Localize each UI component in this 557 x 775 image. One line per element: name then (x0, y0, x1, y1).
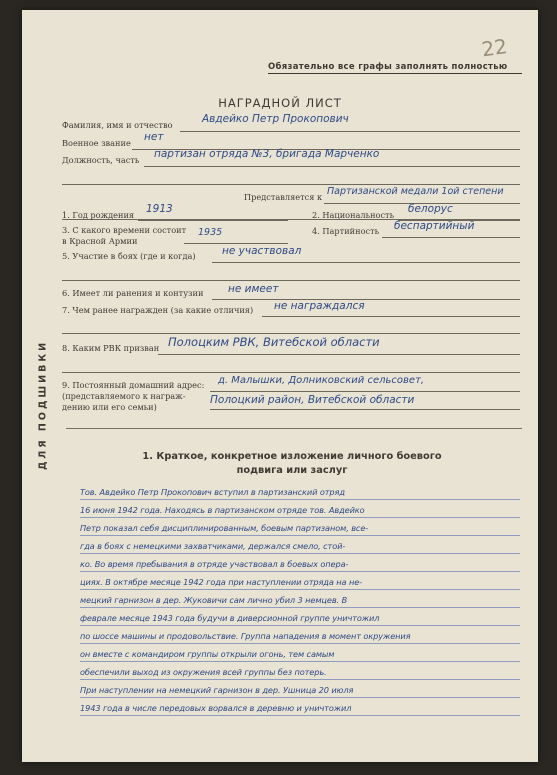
service-value: 1935 (198, 227, 223, 238)
birth-line (138, 220, 288, 221)
awards-value: не награждался (274, 300, 365, 312)
address-label-3: дению или его семьи) (62, 402, 157, 412)
award-sheet (22, 10, 538, 762)
blank-line (62, 372, 520, 373)
section-divider (66, 428, 522, 429)
narrative-line: 1943 года в числе передовых ворвался в деревню и уничтожил (80, 697, 520, 716)
name-line (180, 131, 520, 132)
position-label: Должность, часть (62, 155, 140, 165)
address-label-2: (представляемого к награж- (62, 391, 186, 401)
rank-value: нет (144, 131, 164, 143)
narrative-line: 16 июня 1942 года. Находясь в партизанском отряде тов. Авдейко (80, 499, 520, 518)
wounds-value: не имеет (228, 283, 279, 295)
blank-line (62, 333, 520, 334)
rank-label: Военное звание (62, 138, 131, 148)
narrative-line: Тов. Авдейко Петр Прокопович вступил в партизанский отряд (80, 481, 520, 500)
rvk-line (158, 354, 520, 355)
narrative-line: ко. Во время пребывания в отряде участвовал в боевых опера- (80, 553, 520, 572)
awards-label: 7. Чем ранее награжден (за какие отличия) (62, 305, 254, 315)
birth-label: 1. Год рождения (62, 210, 135, 220)
narrative-line: При наступлении на немецкий гарнизон в дер. Ушница 20 июля (80, 679, 520, 698)
name-value: Авдейко Петр Прокопович (202, 113, 349, 125)
service-label-2: в Красной Армии (62, 236, 138, 246)
battles-line (212, 262, 520, 263)
section-title (82, 450, 502, 478)
side-label: ДЛЯ ПОДШИВКИ (37, 339, 49, 471)
nominated-label: Представляется к (244, 192, 323, 202)
corner-mark: 22 (480, 34, 509, 62)
position-line (144, 166, 520, 167)
notice-text: Обязательно все графы заполнять полностью (268, 62, 522, 74)
address-value: д. Малышки, Долниковский сельсовет, (218, 375, 425, 386)
rvk-value: Полоцким РВК, Витебской области (168, 335, 380, 349)
section-title-line-2: подвига или заслуг (236, 465, 348, 477)
blank-line (62, 184, 520, 185)
address-label: 9. Постоянный домашний адрес: (62, 380, 205, 390)
birth-value: 1913 (146, 203, 173, 215)
address-value-2: Полоцкий район, Витебской области (210, 394, 415, 406)
nationality-value: белорус (408, 203, 453, 215)
narrative-line: феврале месяце 1943 года будучи в диверсионной группе уничтожил (80, 607, 520, 626)
page-title: НАГРАДНОЙ ЛИСТ (218, 96, 342, 110)
address-line-2 (210, 409, 520, 410)
narrative-line: циях. В октябре месяце 1942 года при наступлении отряда на не- (80, 571, 520, 590)
name-label: Фамилия, имя и отчество (62, 120, 173, 130)
rvk-label: 8. Каким РВК призван (62, 343, 160, 353)
narrative-line: обеспечили выход из окружения всей группы без потерь. (80, 661, 520, 680)
battles-value: не участвовал (222, 245, 302, 257)
service-line (184, 243, 288, 244)
wounds-line (212, 299, 520, 300)
binding-margin-label (33, 325, 53, 485)
address-line (210, 391, 520, 392)
service-label: 3. С какого времени состоит (62, 225, 187, 235)
battles-label: 5. Участие в боях (где и когда) (62, 251, 196, 261)
nationality-label: 2. Национальность (312, 210, 395, 220)
party-label: 4. Партийность (312, 226, 380, 236)
narrative-line: он вместе с командиром группы открыли огонь, тем самым (80, 643, 520, 662)
nominated-value: Партизанской медали 1ой степени (327, 186, 504, 197)
narrative-line: гда в боях с немецкими захватчиками, держался смело, стой- (80, 535, 520, 554)
blank-line (62, 280, 520, 281)
wounds-label: 6. Имеет ли ранения и контузии (62, 288, 204, 298)
section-title-line-1: 1. Краткое, конкретное изложение личного боевого (142, 451, 442, 462)
awards-line (262, 316, 520, 317)
narrative-line: мецкий гарнизон в дер. Жуковичи сам лично убил 3 немцев. В (80, 589, 520, 608)
party-line (382, 237, 520, 238)
narrative-line: по шоссе машины и продовольствие. Группа нападения в момент окружения (80, 625, 520, 644)
party-value: беспартийный (394, 220, 475, 232)
position-value: партизан отряда №3, бригада Марченко (154, 148, 380, 160)
narrative-line: Петр показал себя дисциплинированным, боевым партизаном, все- (80, 517, 520, 536)
